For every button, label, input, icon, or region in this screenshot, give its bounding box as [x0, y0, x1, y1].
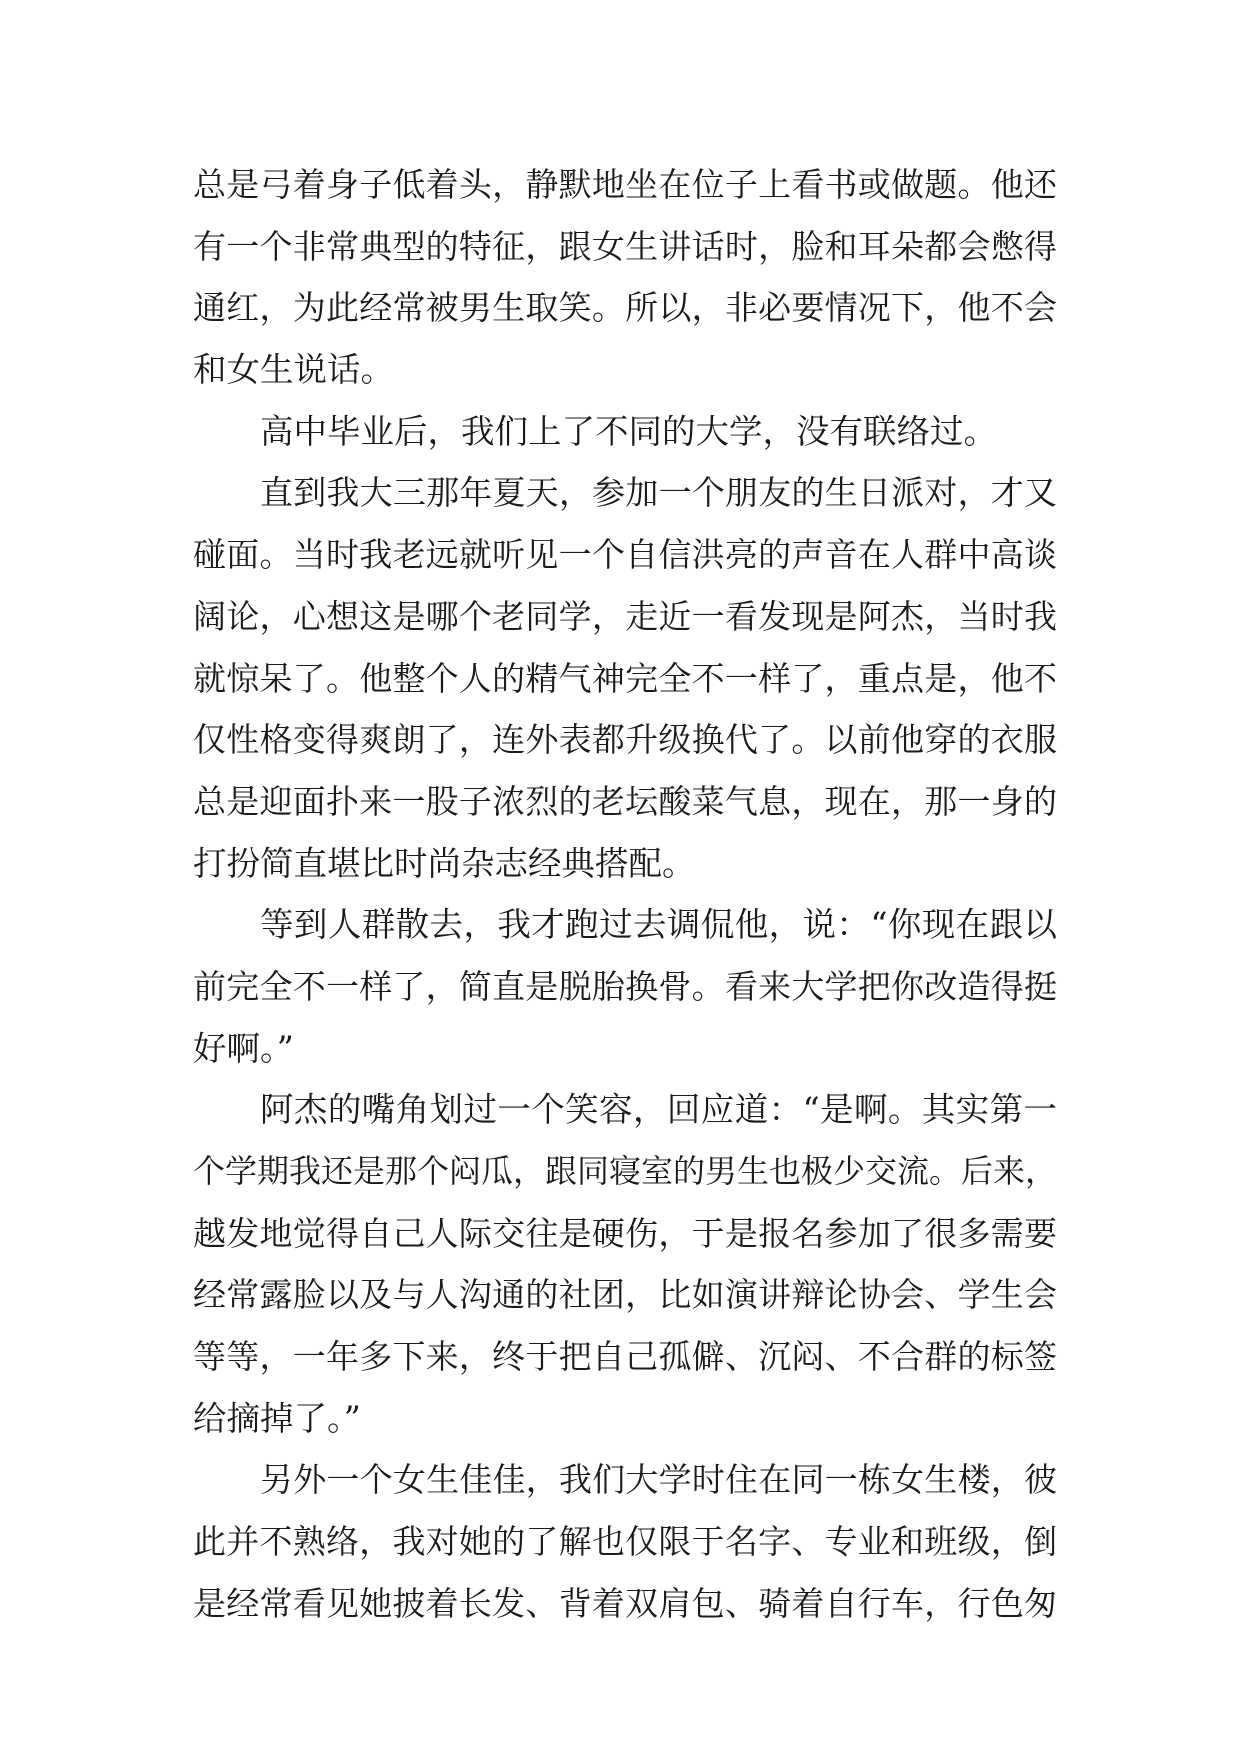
text-line: 直到我大三那年夏天，参加一个朋友的生日派对，才又	[260, 473, 1057, 513]
body-text	[193, 154, 1057, 1635]
text-line: 和女生说话。	[193, 350, 394, 390]
text-line: 此并不熟络，我对她的了解也仅限于名字、专业和班级，倒	[193, 1522, 1057, 1562]
text-line: 就惊呆了。他整个人的精气神完全不一样了，重点是，他不	[193, 658, 1057, 698]
text-line: 仅性格变得爽朗了，连外表都升级换代了。以前他穿的衣服	[193, 720, 1057, 760]
text-line: 前完全不一样了，简直是脱胎换骨。看来大学把你改造得挺	[193, 966, 1057, 1006]
text-line: 等等，一年多下来，终于把自己孤僻、沉闷、不合群的标签	[193, 1337, 1057, 1377]
text-line: 阿杰的嘴角划过一个笑容，回应道：“是啊。其实第一	[260, 1090, 1057, 1130]
text-line: 高中毕业后，我们上了不同的大学，没有联络过。	[260, 411, 997, 451]
text-line: 碰面。当时我老远就听见一个自信洪亮的声音在人群中高谈	[193, 535, 1057, 575]
text-line: 经常露脸以及与人沟通的社团，比如演讲辩论协会、学生会	[193, 1275, 1057, 1315]
text-line: 个学期我还是那个闷瓜，跟同寝室的男生也极少交流。后来，	[193, 1152, 1058, 1190]
text-line: 有一个非常典型的特征，跟女生讲话时，脸和耳朵都会憋得	[193, 226, 1057, 266]
text-line: 打扮简直堪比时尚杂志经典搭配。	[193, 843, 696, 883]
text-line: 总是弓着身子低着头，静默地坐在位子上看书或做题。他还	[193, 165, 1057, 204]
text-line: 越发地觉得自己人际交往是硬伤，于是报名参加了很多需要	[193, 1213, 1057, 1253]
text-line: 总是迎面扑来一股子浓烈的老坛酸菜气息，现在，那一身的	[193, 781, 1057, 821]
text-line: 通红，为此经常被男生取笑。所以，非必要情况下，他不会	[193, 288, 1057, 328]
text-line: 是经常看见她披着长发、背着双肩包、骑着自行车，行色匆	[193, 1583, 1057, 1623]
text-line: 好啊。”	[193, 1028, 294, 1068]
text-line: 给摘掉了。”	[193, 1398, 361, 1438]
text-line: 阔论，心想这是哪个老同学，走近一看发现是阿杰，当时我	[193, 596, 1057, 636]
text-line: 等到人群散去，我才跑过去调侃他，说：“你现在跟以	[260, 905, 1057, 945]
text-line: 另外一个女生佳佳，我们大学时住在同一栋女生楼，彼	[260, 1460, 1057, 1500]
